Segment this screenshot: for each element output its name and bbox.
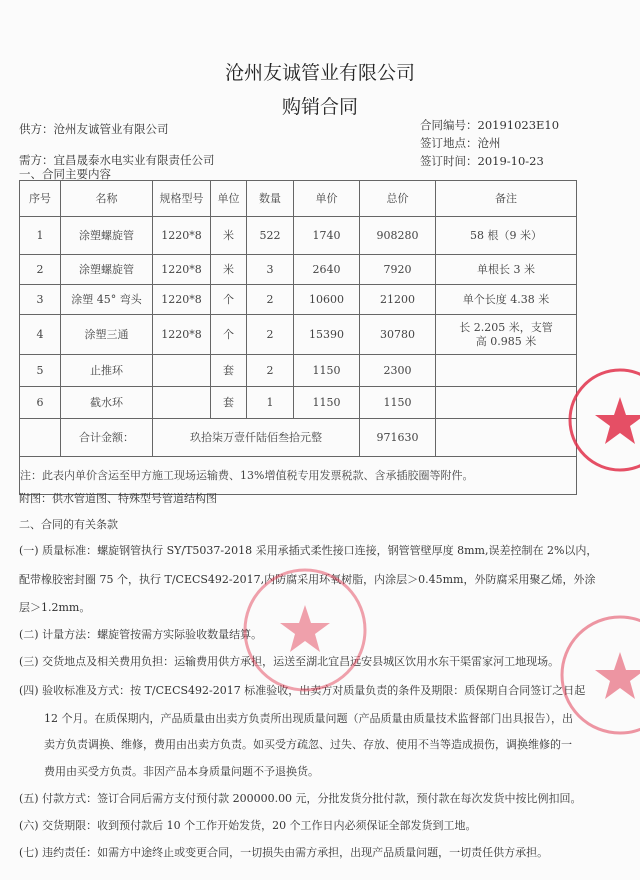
cell: 涂塑螺旋管 [61, 255, 153, 285]
cell: 涂塑 45° 弯头 [61, 285, 153, 315]
cell: 2 [20, 255, 61, 285]
clause-line: 卖方负责调换、维修，费用由出卖方负责。如买受方疏忽、过失、存放、使用不当等造成损伤，调换维修的一 [44, 738, 572, 751]
cell: 单个长度 4.38 米 [436, 285, 577, 315]
cell: 套 [211, 387, 247, 419]
buyer: 需方：宜昌晟泰水电实业有限责任公司 [19, 153, 215, 167]
table-row [20, 255, 577, 285]
table-header [20, 181, 577, 217]
table-row [20, 387, 577, 419]
table-row [20, 285, 577, 315]
cell: 30780 [360, 315, 436, 355]
col-header: 总价 [360, 181, 436, 217]
cell: 个 [211, 315, 247, 355]
cell: 2 [247, 285, 294, 315]
clause-line: (四) 验收标准及方式：按 T/CECS492-2017 标准验收，出卖方对质量负责的条件及期限：质保期自合同签订之日起 [19, 684, 586, 697]
sign-place: 签订地点：沧州 [420, 136, 501, 150]
col-header: 单价 [294, 181, 360, 217]
cell: 15390 [294, 315, 360, 355]
col-header: 单位 [211, 181, 247, 217]
cell: 5 [20, 355, 61, 387]
cell: 套 [211, 355, 247, 387]
cell: 长 2.205 米，支管高 0.985 米 [436, 315, 577, 355]
cell: 908280 [360, 217, 436, 255]
cell: 1 [247, 387, 294, 419]
table-note: 注：此表内单价含运至甲方施工现场运输费、13%增值税专用发票税款、含承插胶圈等附件。 [20, 457, 577, 495]
attachment-note: 附图：供水管道图、特殊型号管道结构图 [19, 492, 217, 505]
col-header: 规格型号 [153, 181, 211, 217]
cell [436, 355, 577, 387]
supplier-company-seal [240, 565, 370, 695]
cell: 1740 [294, 217, 360, 255]
col-header: 名称 [61, 181, 153, 217]
clause-line: (一) 质量标准：螺旋钢管执行 SY/T5037-2018 采用承插式柔性接口连接，钢管管壁厚度 8mm,误差控制在 2%以内， [19, 544, 598, 557]
cell: 米 [211, 217, 247, 255]
total-value: 971630 [360, 419, 436, 457]
cell: 米 [211, 255, 247, 285]
cell: 个 [211, 285, 247, 315]
clause-line: 12 个月。在质保期内，产品质量由出卖方负责所出现质量问题（产品质量由质量技术监督部门出具报告），出 [44, 712, 573, 725]
cell [20, 419, 61, 457]
total-label: 合计金额： [61, 419, 153, 457]
clause-line: (七) 违约责任：如需方中途终止或变更合同，一切损失由需方承担，出现产品质量问题，一切责任供方承担。 [19, 846, 549, 859]
cell: 1150 [360, 387, 436, 419]
table-row [20, 217, 577, 255]
cell: 10600 [294, 285, 360, 315]
section-1-heading: 一、合同主要内容 [19, 167, 111, 181]
cell: 7920 [360, 255, 436, 285]
cell: 1220*8 [153, 217, 211, 255]
cell: 3 [20, 285, 61, 315]
cell: 1 [20, 217, 61, 255]
cell: 21200 [360, 285, 436, 315]
section-2-heading: 二、合同的有关条款 [19, 518, 118, 531]
cell: 1150 [294, 355, 360, 387]
document-title: 购销合同 [281, 96, 358, 118]
clause-line: (二) 计量方法：螺旋管按需方实际验收数量结算。 [19, 628, 263, 641]
cell: 涂塑三通 [61, 315, 153, 355]
clause-line: 配带橡胶密封圈 75 个，执行 T/CECS492-2017,内防腐采用环氧树脂，内涂层＞0.45mm，外防腐采用聚乙烯，外涂 [19, 573, 596, 586]
items-table [19, 180, 577, 495]
cell [153, 387, 211, 419]
supplier-contract-seal [555, 610, 640, 740]
total-words: 玖拾柒万壹仟陆佰叁拾元整 [153, 419, 360, 457]
company-title: 沧州友诚管业有限公司 [224, 62, 415, 84]
clause-line: (三) 交货地点及相关费用负担：运输费用供方承担，运送至湖北宜昌远安县城区饮用水东干渠雷家河工地现场。 [19, 655, 560, 668]
buyer-company-seal [565, 365, 640, 475]
cell: 涂塑螺旋管 [61, 217, 153, 255]
cell: 单根长 3 米 [436, 255, 577, 285]
cell: 58 根（9 米） [436, 217, 577, 255]
clause-line: 费用由买受方负责。非因产品本身质量问题不予退换货。 [44, 765, 319, 778]
supplier: 供方：沧州友诚管业有限公司 [19, 122, 169, 136]
cell: 2 [247, 355, 294, 387]
sign-date: 签订时间：2019-10-23 [420, 154, 544, 168]
total-row [20, 419, 577, 457]
cell [436, 387, 577, 419]
cell: 4 [20, 315, 61, 355]
cell [436, 419, 577, 457]
cell: 截水环 [61, 387, 153, 419]
cell: 1220*8 [153, 315, 211, 355]
cell: 3 [247, 255, 294, 285]
cell [153, 355, 211, 387]
cell: 止推环 [61, 355, 153, 387]
cell: 2300 [360, 355, 436, 387]
cell: 1150 [294, 387, 360, 419]
cell: 1220*8 [153, 255, 211, 285]
cell: 1220*8 [153, 285, 211, 315]
col-header: 序号 [20, 181, 61, 217]
table-row [20, 355, 577, 387]
cell: 2640 [294, 255, 360, 285]
col-header: 数量 [247, 181, 294, 217]
contract-number: 合同编号：20191023E10 [420, 118, 560, 132]
cell: 2 [247, 315, 294, 355]
cell: 522 [247, 217, 294, 255]
col-header: 备注 [436, 181, 577, 217]
table-row [20, 315, 577, 355]
clause-line: (六) 交货期限：收到预付款后 10 个工作开始发货，20 个工作日内必须保证全部发货到工地。 [19, 819, 477, 832]
note-row [20, 457, 577, 495]
clause-line: (五) 付款方式：签订合同后需方支付预付款 200000.00 元，分批发货分批付款，预付款在每次发货中按比例扣回。 [19, 792, 582, 805]
clause-line: 层＞1.2mm。 [19, 601, 91, 614]
cell: 6 [20, 387, 61, 419]
